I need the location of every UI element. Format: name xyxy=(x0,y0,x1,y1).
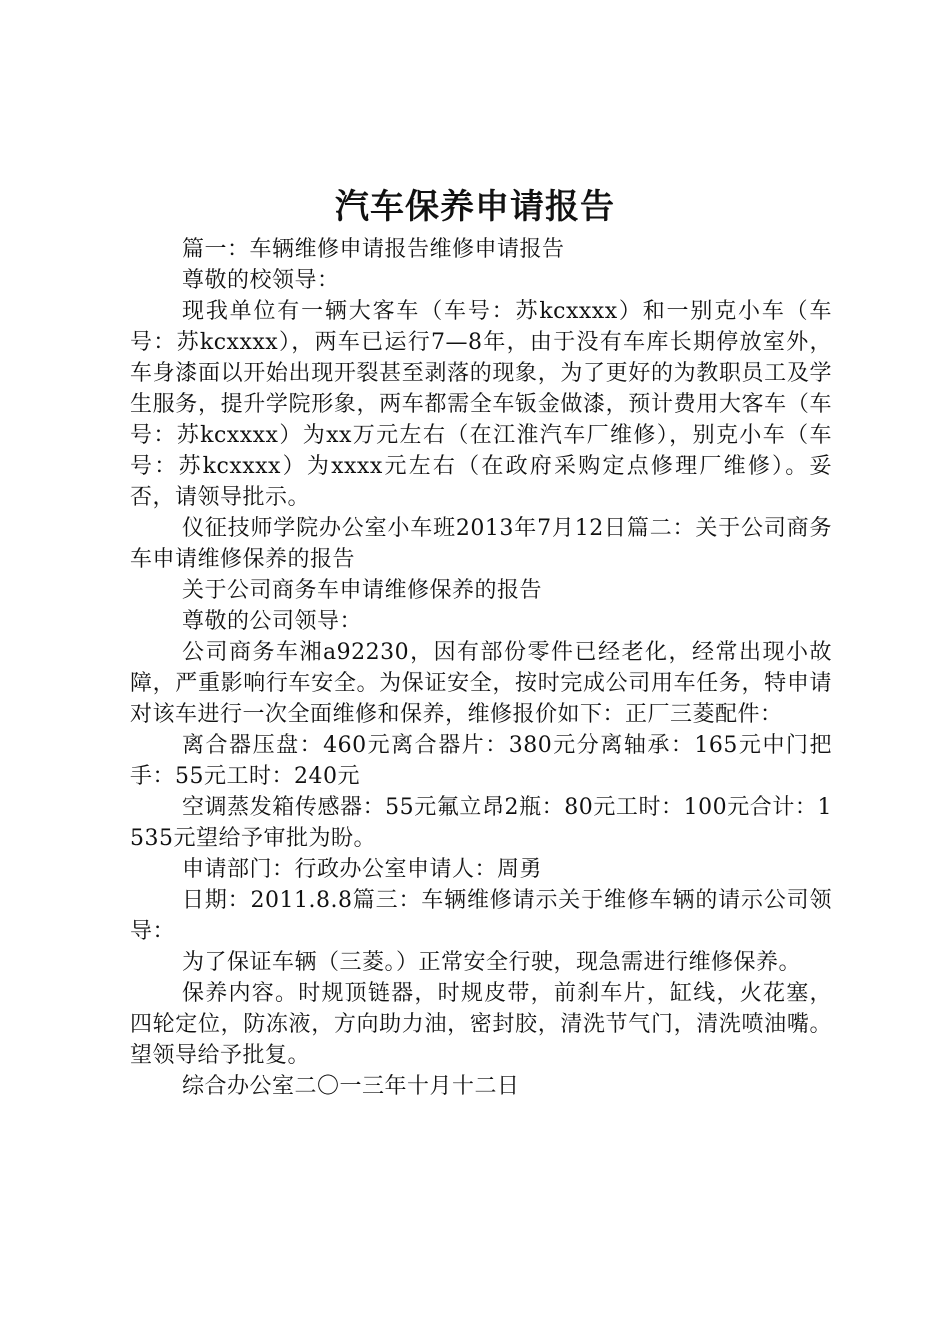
paragraph-10: 申请部门：行政办公室申请人：周勇 xyxy=(182,857,543,882)
document-body xyxy=(130,234,832,1102)
paragraph-11: 日期：2011.8.8篇三：车辆维修请示关于维修车辆的请示公司领导： xyxy=(130,888,832,944)
paragraph-8: 离合器压盘：460元离合器片：380元分离轴承：165元中门把手：55元工时：240元 xyxy=(130,733,832,789)
paragraph-7: 公司商务车湘a92230，因有部份零件已经老化，经常出现小故障，严重影响行车安全。为保证安全，按时完成公司用车任务，特申请对该车进行一次全面维修和保养，维修报价如下：正厂三菱配件： xyxy=(130,640,832,727)
paragraph-5: 关于公司商务车申请维修保养的报告 xyxy=(182,578,543,603)
document-title: 汽车保养申请报告 xyxy=(335,187,615,227)
paragraph-12: 为了保证车辆（三菱。）正常安全行驶，现急需进行维修保养。 xyxy=(182,950,802,975)
paragraph-1: 篇一：车辆维修申请报告维修申请报告 xyxy=(182,237,565,262)
paragraph-9: 空调蒸发箱传感器：55元氟立昂2瓶：80元工时：100元合计：1535元望给予审批为盼。 xyxy=(130,795,832,851)
paragraph-4: 仪征技师学院办公室小车班2013年7月12日篇二：关于公司商务车申请维修保养的报告 xyxy=(130,516,832,572)
paragraph-13: 保养内容。时规顶链器，时规皮带，前刹车片，缸线，火花塞，四轮定位，防冻液，方向助力油，密封胶，清洗节气门，清洗喷油嘴。望领导给予批复。 xyxy=(130,981,832,1068)
paragraph-3: 现我单位有一辆大客车（车号：苏kcxxxx）和一别克小车（车号：苏kcxxxx），两车已运行7—8年，由于没有车库长期停放室外，车身漆面以开始出现开裂甚至剥落的现象，为了更好的为教职员工及学生服务，提升学院形象，两车都需全车钣金做漆，预计费用大客车（车号：苏kcxxxx）为xx万元左右（在江淮汽车厂维修），别克小车（车号：苏kcxxxx）为xxxx元左右（在政府采购定点修理厂维修）。妥否，请领导批示。 xyxy=(130,299,832,510)
paragraph-6: 尊敬的公司领导： xyxy=(182,609,363,634)
paragraph-2: 尊敬的校领导： xyxy=(182,268,340,293)
paragraph-14: 综合办公室二〇一三年十月十二日 xyxy=(182,1074,520,1099)
